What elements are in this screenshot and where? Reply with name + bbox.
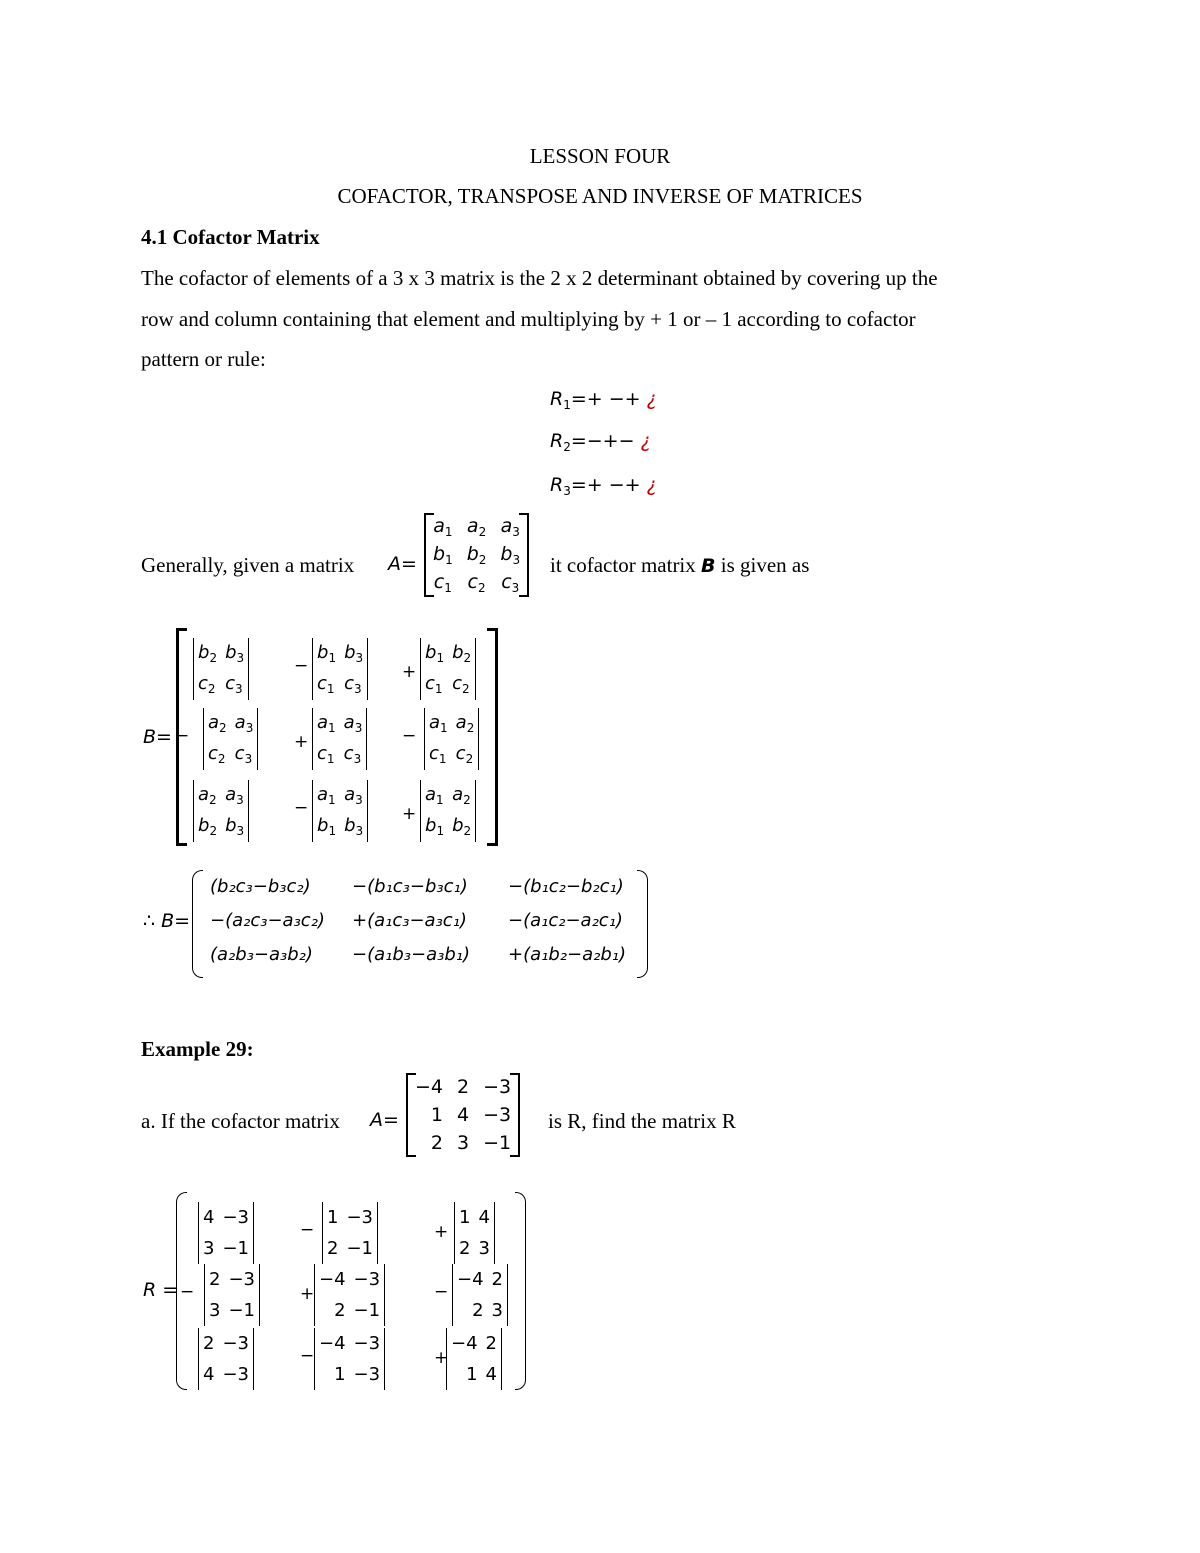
minor-cell: $b_2$	[198, 815, 218, 838]
cofactor-sign: −	[294, 798, 309, 818]
minor-cell: $a_3$	[225, 784, 244, 807]
rule-row-2	[550, 430, 651, 454]
minor-cell: 2	[485, 1333, 497, 1354]
lesson-title: LESSON FOUR	[529, 144, 671, 168]
example-matrix-A	[406, 1073, 520, 1157]
cofactor-sign: −	[402, 726, 417, 746]
example-heading: Example 29:	[141, 1037, 254, 1061]
matrix-cell: −3	[483, 1104, 512, 1126]
minor-cell: −3	[353, 1364, 381, 1385]
matrix-cell: −3	[483, 1076, 512, 1098]
matrix-cell: $c_1$	[433, 571, 452, 595]
lesson-subtitle: COFACTOR, TRANSPOSE AND INVERSE OF MATRICES	[337, 184, 863, 208]
minor-cell: $a_1$	[425, 784, 444, 807]
minor-cell: $c_2$	[452, 673, 470, 696]
minor-cell: $b_3$	[225, 815, 245, 838]
expanded-cell: −(a₂c₃−a₃c₂)	[210, 910, 325, 931]
minor-cell: $a_2$	[208, 712, 227, 735]
minor-cell: $a_3$	[343, 712, 363, 735]
minor-determinant	[312, 638, 368, 700]
minor-cell: −3	[222, 1207, 249, 1228]
minor-cell: −1	[228, 1300, 255, 1321]
matrix-cell: 2	[457, 1076, 470, 1098]
general-suffix-a: it cofactor matrix	[550, 553, 696, 577]
minor-determinant	[193, 780, 249, 842]
minor-cell: $c_3$	[343, 743, 362, 766]
minor-cell: 3	[478, 1238, 490, 1259]
minor-cell: $b_1$	[425, 642, 445, 665]
minor-determinant	[314, 1328, 385, 1390]
cofactor-sign: −	[300, 1346, 315, 1366]
expanded-cell: (b₂c₃−b₃c₂)	[210, 876, 311, 897]
minor-determinant	[322, 1202, 378, 1264]
general-suffix-var: B	[701, 555, 716, 577]
rule-lhs: R	[550, 388, 564, 410]
rule-lhs: R	[550, 430, 564, 452]
minor-cell: $a_2$	[198, 784, 217, 807]
expanded-cell: −(b₁c₂−b₂c₁)	[508, 876, 624, 897]
minor-cell: $c_1$	[317, 673, 335, 696]
minor-cell: $c_1$	[317, 743, 335, 766]
cofactor-sign: −	[434, 1282, 449, 1302]
minor-cell: 2	[472, 1300, 484, 1321]
minor-cell: $c_3$	[344, 673, 362, 696]
minor-cell: $a_3$	[344, 784, 363, 807]
minor-cell: 2	[327, 1238, 339, 1259]
expanded-cell: +(a₁b₂−a₂b₁)	[508, 944, 626, 965]
cofactor-sign: −	[175, 726, 190, 746]
rule-rhs: =−+−	[570, 430, 635, 452]
minor-cell: −4	[319, 1269, 346, 1290]
minor-cell: 3	[491, 1300, 503, 1321]
cofactor-sign: +	[434, 1222, 449, 1242]
minor-cell: $a_3$	[234, 712, 254, 735]
general-suffix	[550, 553, 809, 578]
expanded-cell: −(b₁c₃−b₃c₁)	[352, 876, 468, 897]
minor-determinant	[312, 780, 368, 842]
minor-cell: $b_3$	[344, 815, 364, 838]
minor-determinant	[312, 708, 367, 770]
matrix-cell: $a_2$	[466, 515, 487, 539]
minor-cell: $a_2$	[452, 784, 471, 807]
minor-cell: 4	[485, 1364, 497, 1385]
minor-cell: 3	[209, 1300, 221, 1321]
minor-cell: $c_3$	[225, 673, 243, 696]
minor-cell: $c_1$	[425, 673, 443, 696]
minor-cell: −3	[228, 1269, 255, 1290]
matrix-cell: $b_2$	[466, 543, 487, 567]
cofactor-sign: +	[294, 732, 309, 752]
minor-cell: 1	[327, 1207, 339, 1228]
minor-cell: 2	[491, 1269, 503, 1290]
rule-row-1	[550, 388, 657, 412]
minor-cell: $b_2$	[452, 815, 472, 838]
expanded-cell: (a₂b₃−a₃b₂)	[210, 944, 313, 965]
minor-cell: $b_1$	[425, 815, 445, 838]
minor-cell: −1	[353, 1300, 381, 1321]
minor-cell: 4	[203, 1207, 215, 1228]
minor-cell: 2	[209, 1269, 221, 1290]
rule-rhs: =+ −+	[570, 474, 641, 496]
cofactor-R-name: R =	[143, 1279, 179, 1301]
minor-determinant	[420, 638, 476, 700]
minor-cell: 3	[203, 1238, 215, 1259]
minor-determinant	[203, 708, 258, 770]
cofactor-sign: −	[294, 656, 309, 676]
matrix-cell: $a_1$	[433, 515, 453, 539]
paragraph-line-3: pattern or rule:	[141, 347, 266, 371]
expanded-cell: +(a₁c₃−a₃c₁)	[352, 910, 467, 931]
minor-cell: 1	[334, 1364, 346, 1385]
minor-cell: $b_1$	[317, 815, 337, 838]
minor-cell: −4	[319, 1333, 346, 1354]
section-heading: 4.1 Cofactor Matrix	[141, 225, 320, 249]
minor-determinant	[314, 1264, 385, 1326]
minor-cell: $b_2$	[452, 642, 472, 665]
expanded-cell: −(a₁c₂−a₂c₁)	[508, 910, 623, 931]
minor-cell: −3	[222, 1364, 249, 1385]
matrix-cell: −4	[415, 1076, 444, 1098]
expanded-cell: −(a₁b₃−a₃b₁)	[352, 944, 470, 965]
general-prefix: Generally, given a matrix	[141, 553, 355, 577]
minor-cell: $a_1$	[317, 712, 336, 735]
cofactor-B-name: B=	[143, 726, 172, 748]
expanded-B-name: ∴ B=	[143, 910, 191, 932]
rule-sub: 2	[563, 440, 571, 454]
minor-determinant	[446, 1328, 502, 1390]
minor-determinant	[424, 708, 479, 770]
example-prefix: a. If the cofactor matrix	[141, 1109, 340, 1133]
matrix-cell: 3	[457, 1132, 470, 1154]
minor-cell: $a_2$	[455, 712, 475, 735]
general-matrix-A	[424, 513, 529, 597]
minor-cell: −4	[457, 1269, 484, 1290]
general-matrix-name: A=	[388, 553, 417, 575]
rule-mark: ¿	[640, 430, 651, 452]
minor-cell: $b_3$	[344, 642, 364, 665]
expanded-B-matrix	[192, 870, 648, 978]
cofactor-sign: +	[300, 1284, 315, 1304]
cofactor-sign: −	[300, 1220, 315, 1240]
paragraph-line-2: row and column containing that element and multiplying by + 1 or – 1 according to cofactor	[141, 307, 916, 331]
rule-row-3	[550, 474, 657, 498]
cofactor-sign: +	[402, 804, 417, 824]
cofactor-sign: −	[180, 1282, 195, 1302]
matrix-cell: $b_1$	[433, 543, 453, 567]
minor-cell: −3	[346, 1207, 373, 1228]
cofactor-R-matrix	[176, 1192, 526, 1390]
minor-cell: 1	[459, 1207, 471, 1228]
minor-cell: −3	[353, 1269, 381, 1290]
example-matrix-name: A=	[370, 1109, 399, 1131]
minor-cell: $a_1$	[317, 784, 336, 807]
general-suffix-b: is given as	[720, 553, 810, 577]
example-suffix: is R, find the matrix R	[548, 1109, 736, 1133]
matrix-cell: $c_3$	[501, 571, 520, 595]
minor-determinant	[198, 1202, 254, 1264]
matrix-cell: $b_3$	[500, 543, 521, 567]
minor-cell: $b_3$	[225, 642, 245, 665]
minor-cell: 2	[459, 1238, 471, 1259]
rule-mark: ¿	[646, 388, 657, 410]
minor-cell: −4	[451, 1333, 478, 1354]
minor-determinant	[193, 638, 249, 700]
minor-cell: 4	[203, 1364, 215, 1385]
rule-lhs: R	[550, 474, 564, 496]
matrix-cell: $a_3$	[500, 515, 520, 539]
minor-cell: $c_2$	[198, 673, 216, 696]
minor-cell: 1	[466, 1364, 478, 1385]
minor-cell: $c_3$	[234, 743, 253, 766]
minor-cell: −3	[222, 1333, 249, 1354]
minor-cell: $b_2$	[198, 642, 218, 665]
rule-mark: ¿	[646, 474, 657, 496]
cofactor-sign: +	[402, 662, 417, 682]
paragraph-line-1: The cofactor of elements of a 3 x 3 matrix is the 2 x 2 determinant obtained by covering up the	[141, 266, 938, 290]
matrix-cell: −1	[483, 1132, 512, 1154]
minor-cell: $c_2$	[208, 743, 226, 766]
minor-cell: −1	[346, 1238, 373, 1259]
minor-cell: $c_1$	[429, 743, 447, 766]
minor-cell: −3	[353, 1333, 381, 1354]
matrix-cell: 1	[430, 1104, 444, 1126]
rule-rhs: =+ −+	[570, 388, 641, 410]
minor-cell: −1	[222, 1238, 249, 1259]
matrix-cell: $c_2$	[467, 571, 486, 595]
minor-cell: 2	[203, 1333, 215, 1354]
minor-cell: 4	[478, 1207, 490, 1228]
rule-sub: 1	[563, 398, 571, 412]
cofactor-B-matrix	[176, 628, 498, 846]
cofactor-sign: +	[434, 1348, 449, 1368]
minor-determinant	[454, 1202, 495, 1264]
matrix-cell: 2	[430, 1132, 444, 1154]
minor-cell: $a_1$	[429, 712, 448, 735]
matrix-cell: 4	[457, 1104, 470, 1126]
minor-cell: $b_1$	[317, 642, 337, 665]
rule-sub: 3	[563, 484, 571, 498]
minor-determinant	[198, 1328, 254, 1390]
minor-determinant	[420, 780, 476, 842]
minor-determinant	[452, 1264, 508, 1326]
minor-cell: 2	[334, 1300, 346, 1321]
minor-cell: $c_2$	[455, 743, 474, 766]
minor-determinant	[204, 1264, 260, 1326]
